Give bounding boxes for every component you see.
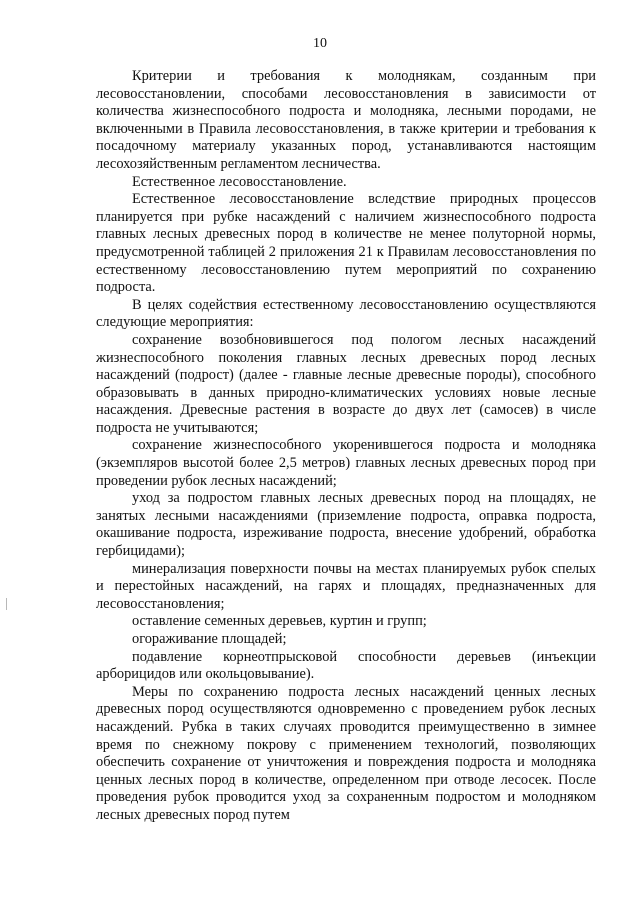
- body-text: [96, 68, 596, 825]
- list-item-preserve-undergrowth: сохранение возобновившегося под пологом лесных насаждений жизнеспособного поколения главных лесных древесных пород лесных насаждений (подрост) (далее - главные лесные древесные породы), способного образовывать в данных природно-климатических условиях новые лесные насаждения. Древесные растения в возрасте до двух лет (самосев) в числе подроста не учитываются;: [96, 331, 596, 436]
- scan-margin-mark: [6, 598, 7, 610]
- list-item-mineralization: минерализация поверхности почвы на местах планируемых рубок спелых и перестойных насаждений, на гарях и площадях, предназначенных для лесовосстановления;: [96, 560, 596, 612]
- page-number: 10: [313, 36, 327, 51]
- list-item-preserve-young-growth: сохранение жизнеспособного укоренившегося подроста и молодняка (экземпляров высотой более 2,5 метров) главных лесных древесных пород при проведении рубок лесных насаждений;: [96, 437, 596, 489]
- paragraph-criteria: Критерии и требования к молоднякам, созданным при лесовосстановлении, способами лесовосстановления в зависимости от количества жизнеспособного подроста и молодняка, лесными породами, не включенными в Правила лесовосстановления, в также критерии и требования к посадочному материалу указанных пород, устанавливаются настоящим лесохозяйственным регламентом лесничества.: [96, 68, 596, 172]
- paragraph-natural-heading: Естественное лесовосстановление.: [132, 173, 347, 190]
- list-item-fencing: огораживание площадей;: [132, 631, 287, 647]
- list-item-seed-trees: оставление семенных деревьев, куртин и групп;: [132, 613, 427, 630]
- list-item-care: уход за подростом главных лесных древесных пород на площадях, не занятых лесными насаждениями (приземление подроста, оправка подроста, окашивание подроста, изреживание подроста, внесение удобрений, обработка гербицидами);: [96, 490, 596, 560]
- paragraph-natural-planning: Естественное лесовосстановление вследствие природных процессов планируется при рубке насаждений с наличием жизнеспособного подроста главных лесных древесных пород в количестве не менее полуторной нормы, предусмотренной таблицей 2 приложения 21 к Правилам лесовосстановления по естественному лесовосстановлению путем мероприятий по сохранению подроста.: [96, 191, 596, 296]
- paragraph-valuable-species: Меры по сохранению подроста лесных насаждений ценных лесных древесных пород осуществляются одновременно с проведением рубок лесных насаждений. Рубка в таких случаях проводится преимущественно в зимнее время по снежному покрову с применением технологий, позволяющих обеспечить сохранение от уничтожения и повреждения подроста и молодняка ценных лесных пород в количестве, определенном при отводе лесосек. После проведения рубок проводится уход за сохраненным подростом и молодняком лесных древесных пород путем: [96, 683, 596, 823]
- paragraph-measures-intro: В целях содействия естественному лесовосстановлению осуществляются следующие мероприятия:: [96, 296, 596, 331]
- list-item-suppression: подавление корнеотпрысковой способности деревьев (инъекции арборицидов или окольцовывание).: [96, 648, 596, 683]
